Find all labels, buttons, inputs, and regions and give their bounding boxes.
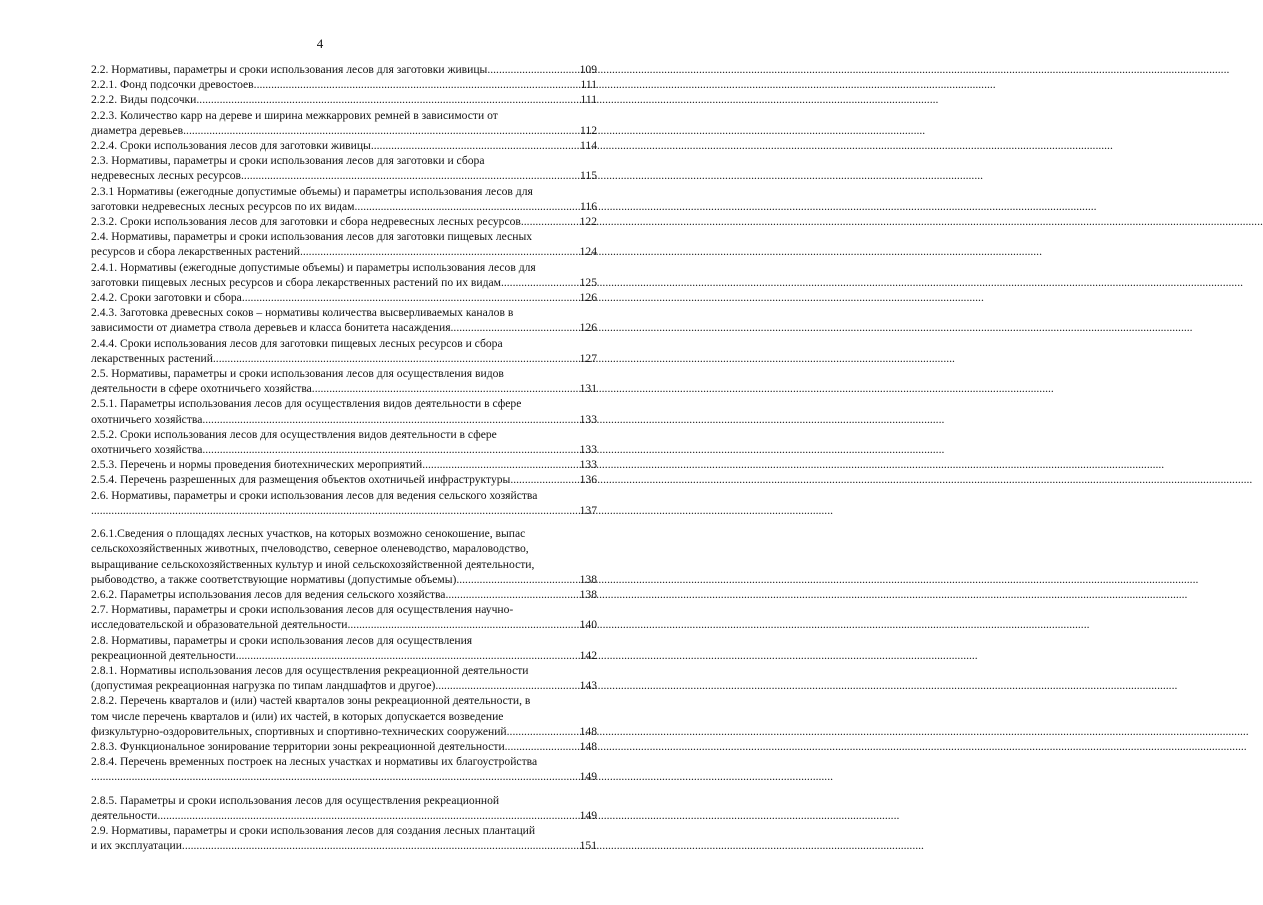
toc-entry[interactable] [91,587,597,602]
toc-page-number: 133 [579,458,597,472]
toc-entry[interactable] [91,633,597,663]
dot-leader [254,77,580,92]
toc-page-number: 131 [579,382,597,396]
toc-entry[interactable] [91,526,597,587]
toc-entry-text: ресурсов и сбора лекарственных растений [91,245,300,259]
dot-leader [451,320,579,335]
toc-entry-text: сельскохозяйственных животных, пчеловодство, северное оленеводство, мараловодство, [91,542,529,556]
toc-entry[interactable] [91,427,597,457]
toc-page-number: 109 [579,63,597,76]
toc-page-number: 151 [579,839,597,853]
toc-entry-text: 2.5.1. Параметры использования лесов для осуществления видов деятельности в сфере [91,397,522,411]
toc-entry-text: лекарственных растений [91,351,213,365]
toc-page-number: 143 [579,679,597,693]
toc-entry[interactable] [91,62,597,77]
toc-entry[interactable] [91,396,597,426]
toc-entry[interactable] [91,184,597,214]
toc-page-number: 140 [579,618,597,632]
toc-entry-text: рыбоводство, а также соответствующие нормативы (допустимые объемы) [91,572,457,586]
toc-entry-text: 2.2.1. Фонд подсочки древостоев [91,78,254,92]
toc-entry-text: 2.8.1. Нормативы использования лесов для осуществления рекреационной деятельности [91,663,529,677]
dot-leader [91,769,579,784]
toc-page-number: 111 [580,93,597,107]
toc-entry[interactable] [91,754,597,784]
toc-page-number: 148 [579,724,597,738]
toc-entry-text: охотничьего хозяйства [91,443,203,457]
dot-leader [521,214,579,229]
toc-page-number: 111 [580,78,597,92]
toc-entry-text: заготовки недревесных лесных ресурсов по их видам [91,199,355,213]
toc-entry-text: 2.8.4. Перечень временных построек на лесных участках и нормативы их благоустройства [91,755,538,769]
toc-page-number: 115 [580,169,597,183]
toc-entry[interactable] [91,488,597,518]
toc-page-number: 136 [579,473,597,487]
dot-leader [348,617,579,632]
toc-entry[interactable] [91,92,597,107]
dot-leader [236,648,579,663]
dot-leader [507,724,579,739]
toc-entry-text: 2.7. Нормативы, параметры и сроки использования лесов для осуществления научно- [91,603,514,617]
toc-page-number: 116 [580,199,597,213]
toc-page-number: 149 [579,808,597,822]
toc-entry[interactable] [91,457,597,472]
toc-entry-text: 2.8.2. Перечень кварталов и (или) частей кварталов зоны рекреационной деятельности, в [91,694,531,708]
toc-entry-text: исследовательской и образовательной деятельности [91,618,348,632]
toc-entry-text: 2.8.3. Функциональное зонирование территории зоны рекреационной деятельности [91,739,505,753]
toc-entry-text: 2.4.4. Сроки использования лесов для заготовки пищевых лесных ресурсов и сбора [91,336,503,350]
toc-page-number: 126 [579,321,597,335]
dot-leader [456,572,578,587]
toc-entry-text: 2.5.2. Сроки использования лесов для осуществления видов деятельности в сфере [91,427,497,441]
toc-entry-text: рекреационной деятельности [91,648,236,662]
toc-entry-text: 2.6.1.Сведения о площадях лесных участков, на которых возможно сенокошение, выпас [91,527,526,541]
toc-entry-text: 2.4.1. Нормативы (ежегодные допустимые объемы) и параметры использования лесов для [91,260,536,274]
toc-entry-text: выращивание сельскохозяйственных культур и иной сельскохозяйственной деятельности, [91,557,535,571]
toc-page-number: 149 [579,770,597,784]
toc-entry-text: зависимости от диаметра ствола деревьев и класса бонитета насаждения [91,321,451,335]
dot-leader [435,678,578,693]
toc-entry-text: (допустимая рекреационная нагрузка по типам ландшафтов и другое) [91,679,436,693]
toc-page-number: 114 [580,139,597,153]
dot-leader [182,838,579,853]
dot-leader [91,503,579,518]
toc-entry[interactable] [91,472,597,487]
toc-entry[interactable] [91,138,597,153]
toc-entry-text: 2.6.2. Параметры использования лесов для ведения сельского хозяйства [91,587,446,601]
toc-entry[interactable] [91,305,597,335]
toc-entry-text: 2.8. Нормативы, параметры и сроки использования лесов для осуществления [91,633,473,647]
toc-page-number: 148 [579,739,597,753]
toc-entry-text: 2.2.3. Количество карр на дереве и ширина межкаррових ремней в зависимости от [91,108,498,122]
dot-leader [196,92,579,107]
toc-entry[interactable] [91,153,597,183]
dot-leader [202,412,578,427]
dot-leader [445,587,578,602]
toc-entry-text: недревесных лесных ресурсов [91,169,242,183]
dot-leader [487,62,578,77]
toc-entry[interactable] [91,336,597,366]
toc-entry-text: деятельности в сфере охотничьего хозяйства [91,382,312,396]
toc-entry-text: 2.4. Нормативы, параметры и сроки использования лесов для заготовки пищевых лесных [91,230,533,244]
toc-entry-text: 2.3. Нормативы, параметры и сроки использования лесов для заготовки и сбора [91,154,485,168]
toc-entry[interactable] [91,739,597,754]
toc-entry[interactable] [91,290,597,305]
dot-leader [501,275,579,290]
toc-entry-text: 2.5.4. Перечень разрешенных для размещения объектов охотничьей инфраструктуры [91,473,511,487]
toc-entry[interactable] [91,663,597,693]
toc-entry[interactable] [91,366,597,396]
toc-entry[interactable] [91,229,597,259]
toc-entry-text: и их эксплуатации [91,839,182,853]
toc-entry-text: 2.2. Нормативы, параметры и сроки использования лесов для заготовки живицы [91,63,488,76]
toc-entry[interactable] [91,602,597,632]
toc-entry-text: 2.5. Нормативы, параметры и сроки использования лесов для осуществления видов [91,367,504,381]
toc-entry[interactable] [91,693,597,739]
toc-page-number: 112 [580,123,597,137]
dot-leader [505,739,579,754]
dot-leader [422,457,578,472]
toc-entry[interactable] [91,823,597,853]
toc-entry-text: 2.4.3. Заготовка древесных соков – нормативы количества высверливаемых каналов в [91,306,514,320]
page-number: 4 [316,36,324,51]
dot-leader [183,123,579,138]
toc-entry[interactable] [91,77,597,92]
toc-page-number: 138 [579,587,597,601]
toc-entry[interactable] [91,260,597,290]
toc-entry-text: том числе перечень кварталов и (или) их частей, в которых допускается возведение [91,709,504,723]
toc-entry-text: 2.2.2. Виды подсочки [91,93,197,107]
dot-leader [242,290,579,305]
dot-leader [355,199,580,214]
toc-page-number: 127 [579,351,597,365]
toc-page-number: 126 [579,291,597,305]
dot-leader [371,138,579,153]
toc-entry-text: охотничьего хозяйства [91,412,203,426]
toc-entry-text: диаметра деревьев [91,123,184,137]
toc-entry[interactable] [91,793,597,823]
dot-leader [202,442,578,457]
toc-entry-text: 2.4.2. Сроки заготовки и сбора [91,291,242,305]
dot-leader [312,381,579,396]
toc-page-number: 125 [579,275,597,289]
dot-leader [510,472,578,487]
dot-leader [241,168,579,183]
table-of-contents [91,62,597,853]
toc-entry-text: 2.5.3. Перечень и нормы проведения биотехнических мероприятий [91,458,423,472]
toc-page-number: 133 [579,443,597,457]
toc-entry-text: деятельности [91,808,158,822]
toc-page-number: 142 [579,648,597,662]
toc-page-number: 137 [579,503,597,517]
toc-entry-text: заготовки пищевых лесных ресурсов и сбора лекарственных растений по их видам [91,275,501,289]
toc-entry[interactable] [91,214,597,229]
toc-entry[interactable] [91,108,597,138]
toc-page-number: 122 [579,215,597,229]
dot-leader [213,351,579,366]
toc-entry-text: 2.6. Нормативы, параметры и сроки использования лесов для ведения сельского хозяйства [91,488,538,502]
toc-entry-text: 2.8.5. Параметры и сроки использования лесов для осуществления рекреационной [91,793,500,807]
dot-leader [157,808,578,823]
toc-entry-text: 2.3.1 Нормативы (ежегодные допустимые объемы) и параметры использования лесов для [91,184,533,198]
toc-entry-text: физкультурно-оздоровительных, спортивных и спортивно-технических сооружений [91,724,507,738]
toc-entry-text: 2.2.4. Сроки использования лесов для заготовки живицы [91,139,371,153]
toc-entry-text: 2.9. Нормативы, параметры и сроки использования лесов для создания лесных плантаций [91,823,536,837]
toc-page-number: 138 [579,572,597,586]
dot-leader [300,244,579,259]
toc-entry-text: 2.3.2. Сроки использования лесов для заготовки и сбора недревесных лесных ресурсов [91,215,521,229]
toc-page-number: 133 [579,412,597,426]
toc-page-number: 124 [579,245,597,259]
